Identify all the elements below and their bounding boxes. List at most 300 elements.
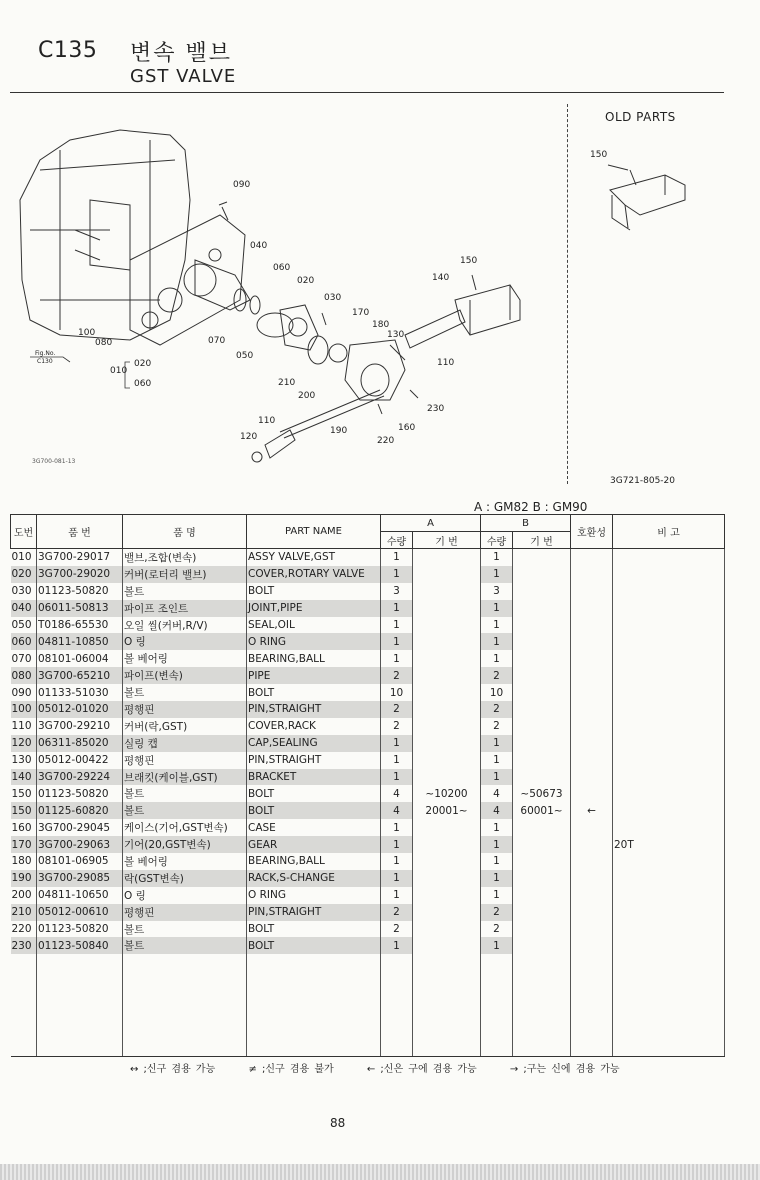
- table-row: [11, 752, 725, 769]
- legend-item: ↔ ;신구 겸용 가능: [130, 1064, 216, 1075]
- row-qty-a: 2: [381, 921, 413, 938]
- table-row: [11, 600, 725, 617]
- row-serial-b: [513, 904, 571, 921]
- empty-cell: [513, 1039, 571, 1056]
- row-remarks: [613, 870, 725, 887]
- table-row: [11, 650, 725, 667]
- table-row: [11, 701, 725, 718]
- legend-item: ≠ ;신구 겸용 불가: [248, 1064, 334, 1075]
- table-row: [11, 870, 725, 887]
- row-compat: [571, 718, 613, 735]
- callout-110: 110: [437, 358, 455, 368]
- table-row: [11, 836, 725, 853]
- row-serial-b: [513, 718, 571, 735]
- row-qty-a: 2: [381, 718, 413, 735]
- row-serial-a: [413, 937, 481, 954]
- table-row: [11, 921, 725, 938]
- title-english: GST VALVE: [130, 66, 237, 87]
- row-part-number: 06311-85020: [37, 735, 123, 752]
- row-name-ko: 평행핀: [123, 701, 247, 718]
- row-serial-b: 60001~: [513, 802, 571, 819]
- row-compat: [571, 921, 613, 938]
- row-compat: [571, 904, 613, 921]
- row-no: 120: [11, 735, 37, 752]
- row-qty-b: 1: [481, 617, 513, 634]
- legend-item: ← ;신은 구에 겸용 가능: [366, 1064, 477, 1075]
- row-part-number: 05012-01020: [37, 701, 123, 718]
- row-serial-b: [513, 769, 571, 786]
- table-row: [11, 667, 725, 684]
- row-serial-a: [413, 617, 481, 634]
- empty-cell: [37, 954, 123, 971]
- header-name-ko: 품 명: [123, 515, 247, 549]
- row-no: 170: [11, 836, 37, 853]
- empty-cell: [381, 1039, 413, 1056]
- row-no: 110: [11, 718, 37, 735]
- row-qty-b: 4: [481, 802, 513, 819]
- row-no: 230: [11, 937, 37, 954]
- empty-cell: [413, 1005, 481, 1022]
- row-part-number: 06011-50813: [37, 600, 123, 617]
- section-code: C135: [38, 38, 98, 63]
- row-no: 190: [11, 870, 37, 887]
- row-name-ko: 볼 베어링: [123, 650, 247, 667]
- row-serial-b: [513, 617, 571, 634]
- row-remarks: [613, 684, 725, 701]
- row-remarks: [613, 802, 725, 819]
- row-qty-b: 1: [481, 566, 513, 583]
- header-qty-b: 수량: [481, 532, 513, 549]
- callout-180: 180: [372, 320, 390, 330]
- row-no: 080: [11, 667, 37, 684]
- table-row: [11, 904, 725, 921]
- callout-140: 140: [432, 273, 450, 283]
- empty-cell: [613, 1005, 725, 1022]
- row-no: 090: [11, 684, 37, 701]
- row-part-name: CAP,SEALING: [247, 735, 381, 752]
- row-part-number: 3G700-29017: [37, 549, 123, 566]
- header-qty-a: 수량: [381, 532, 413, 549]
- callout-020: 020: [297, 276, 315, 286]
- row-qty-a: 1: [381, 836, 413, 853]
- empty-cell: [413, 1022, 481, 1039]
- row-serial-a: ~10200: [413, 785, 481, 802]
- row-part-name: GEAR: [247, 836, 381, 853]
- row-remarks: [613, 566, 725, 583]
- row-part-number: 08101-06004: [37, 650, 123, 667]
- row-compat: [571, 617, 613, 634]
- row-serial-b: [513, 566, 571, 583]
- callout-210: 210: [278, 378, 296, 388]
- header-b: B: [481, 515, 571, 532]
- row-remarks: [613, 752, 725, 769]
- empty-cell: [613, 1022, 725, 1039]
- row-serial-b: [513, 735, 571, 752]
- header-rule: [10, 92, 724, 93]
- row-serial-b: [513, 752, 571, 769]
- header-serial-a: 기 번: [413, 532, 481, 549]
- row-serial-a: [413, 853, 481, 870]
- row-serial-b: ~50673: [513, 785, 571, 802]
- row-no: 130: [11, 752, 37, 769]
- row-no: 140: [11, 769, 37, 786]
- table-row: [11, 937, 725, 954]
- row-part-name: BOLT: [247, 583, 381, 600]
- row-name-ko: 커버(로터리 밸브): [123, 566, 247, 583]
- row-remarks: [613, 617, 725, 634]
- empty-cell: [613, 971, 725, 988]
- row-remarks: [613, 633, 725, 650]
- table-row: [11, 735, 725, 752]
- row-name-ko: 평행핀: [123, 904, 247, 921]
- row-serial-b: [513, 921, 571, 938]
- parts-table-body: [11, 549, 725, 1057]
- fig-ref-line1: Fig.No.: [35, 350, 56, 357]
- row-serial-b: [513, 701, 571, 718]
- row-compat: [571, 549, 613, 566]
- row-serial-a: [413, 819, 481, 836]
- row-serial-a: [413, 684, 481, 701]
- row-no: 220: [11, 921, 37, 938]
- empty-cell: [413, 971, 481, 988]
- empty-cell: [37, 1005, 123, 1022]
- row-name-ko: 볼트: [123, 785, 247, 802]
- row-no: 060: [11, 633, 37, 650]
- table-row: [11, 583, 725, 600]
- row-name-ko: 밸브,조합(변속): [123, 549, 247, 566]
- row-serial-a: [413, 583, 481, 600]
- row-compat: [571, 701, 613, 718]
- row-qty-b: 1: [481, 752, 513, 769]
- row-part-number: 3G700-29210: [37, 718, 123, 735]
- row-remarks: [613, 937, 725, 954]
- row-serial-b: [513, 633, 571, 650]
- row-remarks: [613, 549, 725, 566]
- callout-150: 150: [460, 256, 478, 266]
- table-row: [11, 785, 725, 802]
- row-qty-b: 2: [481, 718, 513, 735]
- row-part-name: BOLT: [247, 684, 381, 701]
- row-name-ko: 락(GST변속): [123, 870, 247, 887]
- header-compat: 호환성: [571, 515, 613, 549]
- row-qty-b: 1: [481, 853, 513, 870]
- row-qty-a: 1: [381, 617, 413, 634]
- row-part-name: BEARING,BALL: [247, 853, 381, 870]
- row-serial-a: [413, 836, 481, 853]
- empty-cell: [11, 1039, 37, 1056]
- row-qty-b: 4: [481, 785, 513, 802]
- row-no: 200: [11, 887, 37, 904]
- page-number: 88: [330, 1116, 346, 1130]
- empty-cell: [123, 1022, 247, 1039]
- row-compat: [571, 853, 613, 870]
- callout-170: 170: [352, 308, 370, 318]
- row-serial-b: [513, 600, 571, 617]
- row-qty-a: 4: [381, 802, 413, 819]
- row-remarks: [613, 650, 725, 667]
- row-qty-b: 2: [481, 701, 513, 718]
- row-compat: [571, 667, 613, 684]
- row-serial-a: [413, 549, 481, 566]
- row-part-name: O RING: [247, 633, 381, 650]
- empty-cell: [481, 988, 513, 1005]
- row-name-ko: 볼트: [123, 921, 247, 938]
- callout-080: 080: [95, 338, 113, 348]
- row-part-number: 05012-00422: [37, 752, 123, 769]
- row-serial-a: [413, 718, 481, 735]
- row-remarks: [613, 785, 725, 802]
- row-qty-a: 1: [381, 735, 413, 752]
- row-part-number: 01133-51030: [37, 684, 123, 701]
- row-qty-a: 2: [381, 667, 413, 684]
- row-compat: [571, 819, 613, 836]
- row-serial-b: [513, 549, 571, 566]
- empty-cell: [123, 971, 247, 988]
- empty-cell: [571, 1005, 613, 1022]
- row-part-name: BOLT: [247, 921, 381, 938]
- callout-110b: 110: [258, 416, 276, 426]
- row-compat: [571, 566, 613, 583]
- row-part-name: RACK,S-CHANGE: [247, 870, 381, 887]
- row-part-name: COVER,RACK: [247, 718, 381, 735]
- row-serial-a: [413, 735, 481, 752]
- empty-cell: [247, 954, 381, 971]
- empty-cell: [571, 1022, 613, 1039]
- empty-cell: [11, 1022, 37, 1039]
- empty-row: [11, 1039, 725, 1056]
- empty-cell: [481, 954, 513, 971]
- row-part-number: 08101-06905: [37, 853, 123, 870]
- row-no: 030: [11, 583, 37, 600]
- row-compat: [571, 769, 613, 786]
- row-qty-a: 1: [381, 650, 413, 667]
- callout-040: 040: [250, 241, 268, 251]
- row-qty-a: 2: [381, 701, 413, 718]
- row-part-number: 01123-50820: [37, 785, 123, 802]
- row-serial-b: [513, 583, 571, 600]
- row-qty-a: 1: [381, 819, 413, 836]
- row-part-number: 3G700-65210: [37, 667, 123, 684]
- row-qty-b: 2: [481, 667, 513, 684]
- empty-cell: [481, 1005, 513, 1022]
- callout-050: 050: [236, 351, 254, 361]
- row-name-ko: 평행핀: [123, 752, 247, 769]
- row-serial-b: [513, 853, 571, 870]
- callout-190: 190: [330, 426, 348, 436]
- callout-030: 030: [324, 293, 342, 303]
- row-remarks: [613, 769, 725, 786]
- row-qty-a: 1: [381, 549, 413, 566]
- header-part-no: 품 번: [37, 515, 123, 549]
- row-qty-a: 10: [381, 684, 413, 701]
- row-part-number: 01123-50820: [37, 583, 123, 600]
- table-row: [11, 819, 725, 836]
- row-part-name: CASE: [247, 819, 381, 836]
- empty-cell: [37, 971, 123, 988]
- table-row: [11, 802, 725, 819]
- callout-160: 160: [398, 423, 416, 433]
- row-no: 150: [11, 802, 37, 819]
- row-remarks: [613, 904, 725, 921]
- empty-cell: [571, 988, 613, 1005]
- row-compat: [571, 870, 613, 887]
- row-qty-b: 1: [481, 887, 513, 904]
- row-serial-a: [413, 650, 481, 667]
- fig-ref-line2: C130: [37, 358, 53, 365]
- table-row: [11, 549, 725, 566]
- table-row: [11, 887, 725, 904]
- row-serial-a: [413, 633, 481, 650]
- row-name-ko: 실링 캡: [123, 735, 247, 752]
- callout-020b: 020: [134, 359, 152, 369]
- row-part-name: PIN,STRAIGHT: [247, 701, 381, 718]
- row-remarks: [613, 921, 725, 938]
- row-part-name: SEAL,OIL: [247, 617, 381, 634]
- empty-row: [11, 954, 725, 971]
- row-part-number: T0186-65530: [37, 617, 123, 634]
- empty-cell: [481, 971, 513, 988]
- row-serial-a: [413, 904, 481, 921]
- row-qty-a: 1: [381, 600, 413, 617]
- table-row: [11, 566, 725, 583]
- compatibility-legend: [130, 1060, 648, 1075]
- row-name-ko: 볼트: [123, 684, 247, 701]
- row-serial-b: [513, 667, 571, 684]
- row-qty-a: 1: [381, 633, 413, 650]
- row-name-ko: O 링: [123, 887, 247, 904]
- row-compat: [571, 887, 613, 904]
- header-no: 도번: [11, 515, 37, 549]
- callout-010: 010: [110, 366, 128, 376]
- empty-row: [11, 971, 725, 988]
- row-qty-b: 2: [481, 904, 513, 921]
- parts-table: [10, 514, 725, 1057]
- row-remarks: 20T: [613, 836, 725, 853]
- row-no: 040: [11, 600, 37, 617]
- row-serial-b: [513, 819, 571, 836]
- callout-060b: 060: [134, 379, 152, 389]
- row-name-ko: 오일 씰(커버,R/V): [123, 617, 247, 634]
- header-remarks: 비 고: [613, 515, 725, 549]
- row-part-name: O RING: [247, 887, 381, 904]
- model-legend: A : GM82 B : GM90: [474, 500, 588, 514]
- empty-cell: [123, 1005, 247, 1022]
- row-compat: [571, 735, 613, 752]
- row-remarks: [613, 667, 725, 684]
- table-row: [11, 769, 725, 786]
- row-part-number: 3G700-29224: [37, 769, 123, 786]
- row-serial-a: [413, 752, 481, 769]
- row-name-ko: 볼트: [123, 802, 247, 819]
- exploded-parts-diagram: [0, 95, 700, 475]
- callout-200: 200: [298, 391, 316, 401]
- row-part-name: BOLT: [247, 937, 381, 954]
- row-compat: ←: [571, 802, 613, 819]
- row-qty-b: 1: [481, 819, 513, 836]
- empty-cell: [11, 1005, 37, 1022]
- empty-cell: [481, 1022, 513, 1039]
- empty-cell: [613, 954, 725, 971]
- empty-cell: [413, 954, 481, 971]
- row-compat: [571, 785, 613, 802]
- empty-cell: [413, 1039, 481, 1056]
- empty-cell: [381, 988, 413, 1005]
- header-part-name: PART NAME: [247, 515, 381, 549]
- row-part-number: 3G700-29020: [37, 566, 123, 583]
- row-name-ko: 볼트: [123, 583, 247, 600]
- row-qty-a: 1: [381, 752, 413, 769]
- header-a: A: [381, 515, 481, 532]
- empty-cell: [613, 988, 725, 1005]
- row-serial-b: [513, 836, 571, 853]
- row-serial-a: [413, 701, 481, 718]
- row-qty-b: 1: [481, 633, 513, 650]
- row-name-ko: 브래킷(케이블,GST): [123, 769, 247, 786]
- row-compat: [571, 583, 613, 600]
- row-no: 210: [11, 904, 37, 921]
- row-part-number: 05012-00610: [37, 904, 123, 921]
- callout-120: 120: [240, 432, 258, 442]
- row-qty-a: 1: [381, 566, 413, 583]
- table-row: [11, 617, 725, 634]
- row-part-number: 01125-60820: [37, 802, 123, 819]
- empty-cell: [613, 1039, 725, 1056]
- row-remarks: [613, 853, 725, 870]
- row-serial-a: [413, 870, 481, 887]
- empty-cell: [513, 971, 571, 988]
- old-parts-label: OLD PARTS: [605, 110, 676, 124]
- empty-cell: [123, 954, 247, 971]
- empty-cell: [381, 1022, 413, 1039]
- row-remarks: [613, 735, 725, 752]
- empty-cell: [571, 954, 613, 971]
- row-name-ko: 볼트: [123, 937, 247, 954]
- row-part-name: COVER,ROTARY VALVE: [247, 566, 381, 583]
- row-serial-a: [413, 600, 481, 617]
- empty-cell: [37, 1039, 123, 1056]
- row-remarks: [613, 887, 725, 904]
- row-remarks: [613, 819, 725, 836]
- empty-cell: [513, 1022, 571, 1039]
- row-compat: [571, 937, 613, 954]
- empty-cell: [571, 1039, 613, 1056]
- row-part-name: PIN,STRAIGHT: [247, 752, 381, 769]
- callout-070: 070: [208, 336, 226, 346]
- empty-cell: [413, 988, 481, 1005]
- table-row: [11, 853, 725, 870]
- callout-230: 230: [427, 404, 445, 414]
- row-name-ko: 케이스(기어,GST변속): [123, 819, 247, 836]
- scan-edge: [0, 1164, 760, 1180]
- row-qty-a: 1: [381, 887, 413, 904]
- row-qty-b: 1: [481, 937, 513, 954]
- table-row: [11, 684, 725, 701]
- empty-cell: [123, 988, 247, 1005]
- callout-090: 090: [233, 180, 251, 190]
- empty-cell: [247, 1039, 381, 1056]
- row-qty-b: 2: [481, 921, 513, 938]
- row-compat: [571, 684, 613, 701]
- row-remarks: [613, 718, 725, 735]
- empty-row: [11, 988, 725, 1005]
- callout-100: 100: [78, 328, 96, 338]
- row-serial-b: [513, 870, 571, 887]
- empty-cell: [37, 988, 123, 1005]
- row-serial-b: [513, 937, 571, 954]
- row-part-number: 3G700-29045: [37, 819, 123, 836]
- title-korean: 변속 밸브: [130, 41, 233, 66]
- row-part-name: PIPE: [247, 667, 381, 684]
